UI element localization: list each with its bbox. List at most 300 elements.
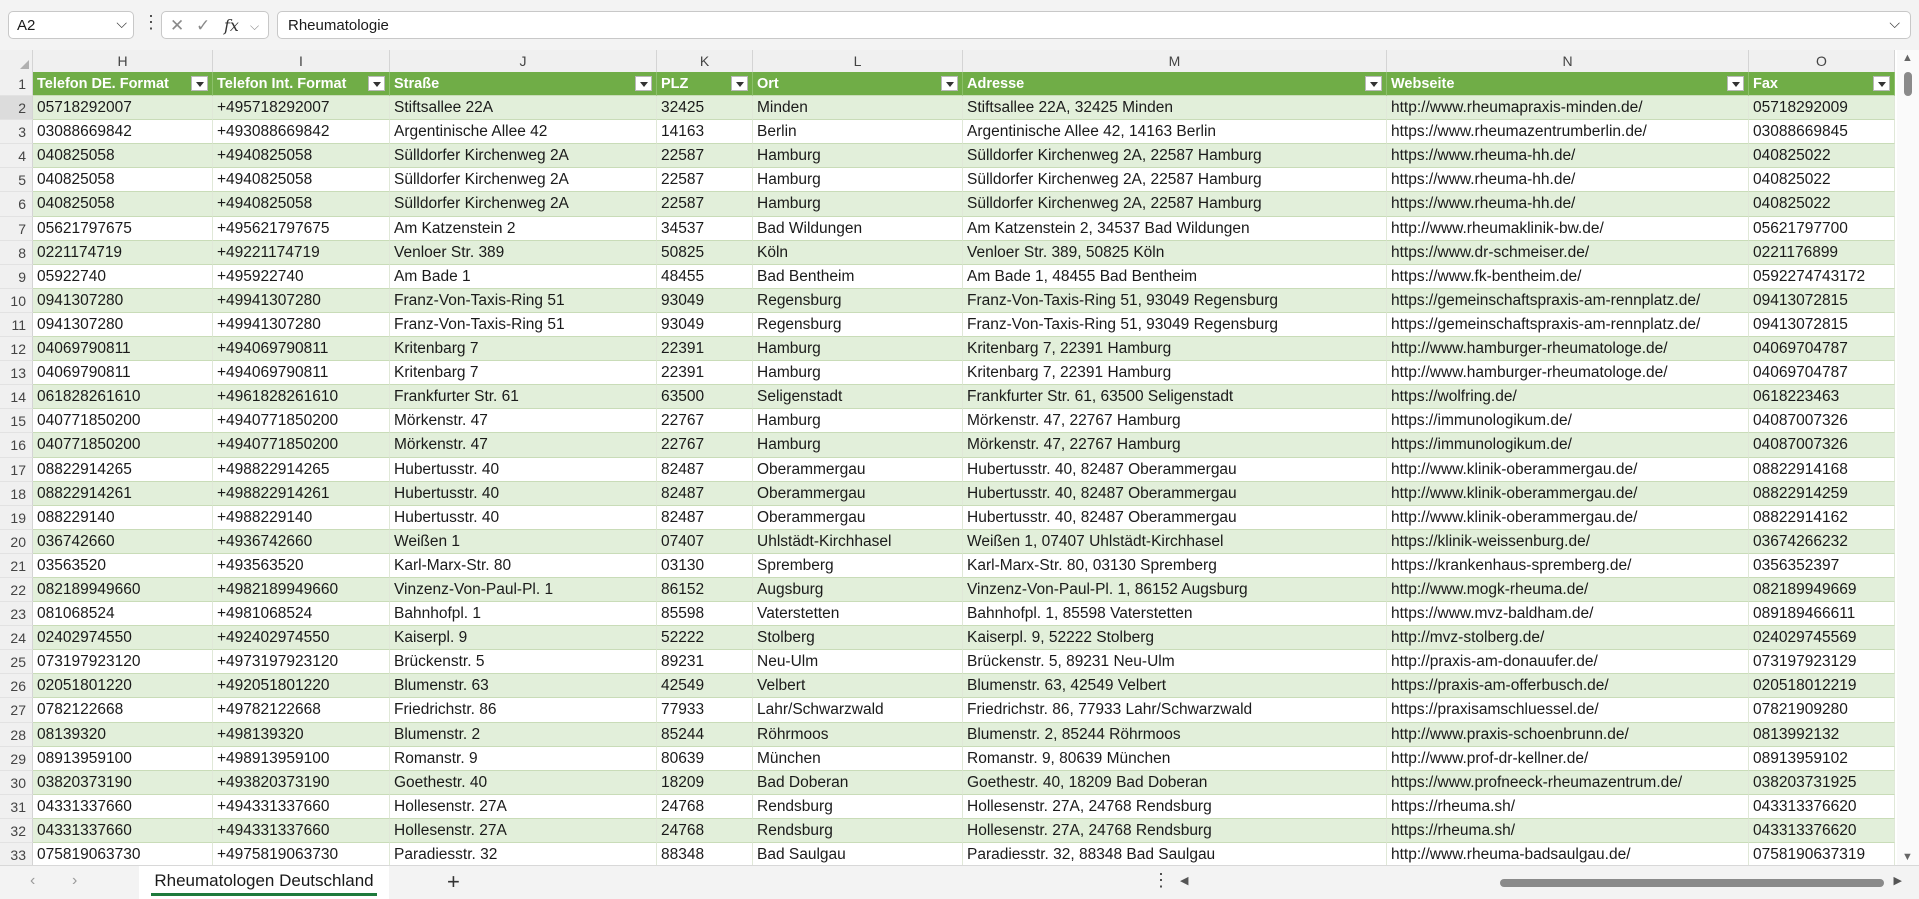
table-cell[interactable] [213,626,390,650]
scroll-right-icon[interactable]: ▶ [1893,875,1902,887]
table-cell[interactable] [963,819,1387,843]
row-header[interactable]: 11 [0,313,33,337]
table-cell[interactable] [33,241,213,265]
table-cell[interactable] [1749,337,1895,361]
table-cell[interactable] [963,144,1387,168]
row-header[interactable]: 9 [0,265,33,289]
table-cell[interactable] [753,602,963,626]
table-cell[interactable] [753,409,963,433]
row-header[interactable]: 18 [0,482,33,506]
table-cell[interactable] [963,385,1387,409]
table-cell[interactable] [1749,795,1895,819]
table-cell[interactable] [33,144,213,168]
table-cell[interactable] [1387,578,1749,602]
table-cell[interactable] [1387,120,1749,144]
table-cell[interactable] [33,650,213,674]
filter-dropdown-icon[interactable] [1873,76,1890,91]
column-header[interactable]: L [753,50,963,72]
table-cell[interactable] [1749,241,1895,265]
table-cell[interactable] [1387,433,1749,457]
row-header[interactable]: 25 [0,650,33,674]
table-cell[interactable] [33,313,213,337]
table-cell[interactable] [1387,482,1749,506]
table-cell[interactable] [390,120,657,144]
header-cell[interactable] [213,72,390,96]
table-cell[interactable] [390,217,657,241]
table-cell[interactable] [753,241,963,265]
row-header[interactable]: 12 [0,337,33,361]
table-cell[interactable] [753,723,963,747]
table-cell[interactable] [1387,385,1749,409]
table-cell[interactable] [1749,843,1895,867]
row-header[interactable]: 22 [0,578,33,602]
header-cell[interactable] [390,72,657,96]
next-sheet-icon[interactable]: › [72,872,78,889]
table-cell[interactable] [657,674,753,698]
table-cell[interactable] [963,409,1387,433]
table-cell[interactable] [657,433,753,457]
prev-sheet-icon[interactable]: ‹ [30,872,36,889]
table-cell[interactable] [657,698,753,722]
header-cell[interactable] [33,72,213,96]
scroll-up-icon[interactable]: ▲ [1902,52,1913,64]
table-cell[interactable] [963,433,1387,457]
table-cell[interactable] [1749,674,1895,698]
column-header[interactable]: O [1749,50,1895,72]
row-header[interactable]: 27 [0,698,33,722]
row-header[interactable]: 26 [0,674,33,698]
row-header[interactable]: 8 [0,241,33,265]
formula-input[interactable] [277,11,1911,39]
column-header[interactable]: J [390,50,657,72]
table-cell[interactable] [753,265,963,289]
table-cell[interactable] [213,120,390,144]
table-cell[interactable] [390,168,657,192]
table-cell[interactable] [753,313,963,337]
table-cell[interactable] [753,482,963,506]
table-cell[interactable] [753,843,963,867]
table-cell[interactable] [390,650,657,674]
table-cell[interactable] [963,698,1387,722]
table-cell[interactable] [753,337,963,361]
table-cell[interactable] [657,506,753,530]
row-header[interactable]: 17 [0,458,33,482]
table-cell[interactable] [1749,626,1895,650]
table-cell[interactable] [33,530,213,554]
table-cell[interactable] [1387,313,1749,337]
expand-formula-icon[interactable]: ⌵ [1889,15,1900,31]
table-cell[interactable] [213,723,390,747]
table-cell[interactable] [33,337,213,361]
table-cell[interactable] [753,361,963,385]
table-cell[interactable] [963,192,1387,216]
table-cell[interactable] [213,337,390,361]
table-cell[interactable] [1749,313,1895,337]
table-cell[interactable] [1387,723,1749,747]
table-cell[interactable] [390,819,657,843]
table-cell[interactable] [753,554,963,578]
table-cell[interactable] [1749,723,1895,747]
table-cell[interactable] [213,289,390,313]
table-cell[interactable] [213,602,390,626]
table-cell[interactable] [213,771,390,795]
table-cell[interactable] [1749,361,1895,385]
row-header[interactable]: 6 [0,192,33,216]
column-header[interactable]: N [1387,50,1749,72]
table-cell[interactable] [33,843,213,867]
table-cell[interactable] [963,795,1387,819]
table-cell[interactable] [1749,433,1895,457]
filter-dropdown-icon[interactable] [368,76,385,91]
table-cell[interactable] [390,289,657,313]
table-cell[interactable] [657,482,753,506]
table-cell[interactable] [753,192,963,216]
table-cell[interactable] [963,602,1387,626]
table-cell[interactable] [657,409,753,433]
table-cell[interactable] [390,409,657,433]
table-cell[interactable] [1387,96,1749,120]
table-cell[interactable] [213,458,390,482]
table-cell[interactable] [33,409,213,433]
row-header[interactable]: 14 [0,385,33,409]
table-cell[interactable] [1749,144,1895,168]
table-cell[interactable] [1387,602,1749,626]
row-header[interactable]: 19 [0,506,33,530]
filter-dropdown-icon[interactable] [635,76,652,91]
table-cell[interactable] [390,385,657,409]
table-cell[interactable] [33,554,213,578]
table-cell[interactable] [963,361,1387,385]
chevron-down-icon[interactable]: ⌵ [116,15,127,31]
table-cell[interactable] [33,602,213,626]
table-cell[interactable] [753,626,963,650]
table-cell[interactable] [1749,217,1895,241]
scroll-down-icon[interactable]: ▼ [1902,851,1913,863]
scroll-left-icon[interactable]: ◀ [1180,875,1189,887]
filter-dropdown-icon[interactable] [1365,76,1382,91]
table-cell[interactable] [390,530,657,554]
table-cell[interactable] [1749,819,1895,843]
table-cell[interactable] [33,819,213,843]
table-cell[interactable] [33,482,213,506]
table-cell[interactable] [1387,554,1749,578]
table-cell[interactable] [657,723,753,747]
table-cell[interactable] [390,241,657,265]
table-cell[interactable] [753,385,963,409]
table-cell[interactable] [963,168,1387,192]
table-cell[interactable] [657,361,753,385]
table-cell[interactable] [1749,289,1895,313]
table-cell[interactable] [390,554,657,578]
table-cell[interactable] [963,843,1387,867]
scroll-thumb[interactable] [1500,879,1884,887]
name-box[interactable] [8,11,134,39]
table-cell[interactable] [963,241,1387,265]
table-cell[interactable] [963,626,1387,650]
table-cell[interactable] [213,747,390,771]
table-cell[interactable] [753,698,963,722]
table-cell[interactable] [1387,650,1749,674]
table-cell[interactable] [1387,192,1749,216]
table-cell[interactable] [213,96,390,120]
table-cell[interactable] [33,771,213,795]
table-cell[interactable] [213,698,390,722]
horizontal-scrollbar[interactable] [1178,875,1902,889]
table-cell[interactable] [213,506,390,530]
table-cell[interactable] [1749,409,1895,433]
table-cell[interactable] [213,650,390,674]
table-cell[interactable] [33,217,213,241]
row-header[interactable]: 7 [0,217,33,241]
table-cell[interactable] [213,409,390,433]
table-cell[interactable] [753,650,963,674]
table-cell[interactable] [657,602,753,626]
table-cell[interactable] [963,578,1387,602]
table-cell[interactable] [213,554,390,578]
table-cell[interactable] [213,530,390,554]
row-header[interactable]: 31 [0,795,33,819]
table-cell[interactable] [213,168,390,192]
header-cell[interactable] [657,72,753,96]
row-header[interactable]: 23 [0,602,33,626]
table-cell[interactable] [753,458,963,482]
row-header[interactable]: 1 [0,72,33,96]
table-cell[interactable] [390,192,657,216]
table-cell[interactable] [33,96,213,120]
table-cell[interactable] [963,506,1387,530]
table-cell[interactable] [753,530,963,554]
table-cell[interactable] [33,433,213,457]
table-cell[interactable] [657,241,753,265]
table-cell[interactable] [33,578,213,602]
table-cell[interactable] [390,458,657,482]
row-header[interactable]: 21 [0,554,33,578]
table-cell[interactable] [213,578,390,602]
table-cell[interactable] [1749,168,1895,192]
table-cell[interactable] [33,168,213,192]
table-cell[interactable] [390,723,657,747]
table-cell[interactable] [963,530,1387,554]
table-cell[interactable] [1749,771,1895,795]
row-header[interactable]: 16 [0,433,33,457]
table-cell[interactable] [657,168,753,192]
table-cell[interactable] [1387,289,1749,313]
table-cell[interactable] [657,192,753,216]
table-cell[interactable] [657,337,753,361]
table-cell[interactable] [1749,530,1895,554]
table-cell[interactable] [1749,554,1895,578]
table-cell[interactable] [1749,698,1895,722]
table-cell[interactable] [390,602,657,626]
table-cell[interactable] [963,723,1387,747]
table-cell[interactable] [1749,385,1895,409]
row-header[interactable]: 10 [0,289,33,313]
table-cell[interactable] [657,530,753,554]
cancel-icon[interactable]: ✕ [170,16,185,35]
row-header[interactable]: 13 [0,361,33,385]
select-all-button[interactable] [0,50,33,72]
check-icon[interactable]: ✓ [196,16,211,35]
table-cell[interactable] [213,361,390,385]
filter-dropdown-icon[interactable] [191,76,208,91]
table-cell[interactable] [33,626,213,650]
table-cell[interactable] [213,385,390,409]
table-cell[interactable] [33,506,213,530]
table-cell[interactable] [753,289,963,313]
table-cell[interactable] [33,289,213,313]
table-cell[interactable] [1387,409,1749,433]
table-cell[interactable] [657,458,753,482]
table-cell[interactable] [1387,144,1749,168]
row-header[interactable]: 24 [0,626,33,650]
table-cell[interactable] [1749,265,1895,289]
table-cell[interactable] [657,578,753,602]
table-cell[interactable] [657,120,753,144]
table-cell[interactable] [1749,192,1895,216]
table-cell[interactable] [1387,506,1749,530]
table-cell[interactable] [1749,482,1895,506]
header-cell[interactable] [963,72,1387,96]
table-cell[interactable] [657,626,753,650]
table-cell[interactable] [657,313,753,337]
table-cell[interactable] [390,265,657,289]
table-cell[interactable] [753,168,963,192]
table-cell[interactable] [657,217,753,241]
filter-dropdown-icon[interactable] [731,76,748,91]
table-cell[interactable] [1387,361,1749,385]
table-cell[interactable] [213,795,390,819]
table-cell[interactable] [657,747,753,771]
table-cell[interactable] [213,241,390,265]
header-cell[interactable] [753,72,963,96]
table-cell[interactable] [33,458,213,482]
table-cell[interactable] [390,361,657,385]
table-cell[interactable] [1749,602,1895,626]
table-cell[interactable] [1749,747,1895,771]
table-cell[interactable] [1387,458,1749,482]
row-header[interactable]: 4 [0,144,33,168]
filter-dropdown-icon[interactable] [1727,76,1744,91]
table-cell[interactable] [1749,96,1895,120]
table-cell[interactable] [33,361,213,385]
table-cell[interactable] [657,795,753,819]
table-cell[interactable] [657,144,753,168]
table-cell[interactable] [390,674,657,698]
table-cell[interactable] [753,96,963,120]
insert-function-icon[interactable]: fx [224,16,239,35]
table-cell[interactable] [657,650,753,674]
table-cell[interactable] [390,433,657,457]
table-cell[interactable] [1387,626,1749,650]
sheet-tab-active[interactable] [139,866,389,899]
table-cell[interactable] [963,458,1387,482]
table-cell[interactable] [33,795,213,819]
vertical-scrollbar[interactable] [1897,50,1919,865]
table-cell[interactable] [963,337,1387,361]
table-cell[interactable] [1749,650,1895,674]
row-header[interactable]: 33 [0,843,33,867]
table-cell[interactable] [657,554,753,578]
table-cell[interactable] [390,795,657,819]
table-cell[interactable] [753,144,963,168]
table-cell[interactable] [213,265,390,289]
column-header[interactable]: M [963,50,1387,72]
header-cell[interactable] [1749,72,1895,96]
row-header[interactable]: 15 [0,409,33,433]
table-cell[interactable] [1387,530,1749,554]
row-header[interactable]: 20 [0,530,33,554]
table-cell[interactable] [753,747,963,771]
table-cell[interactable] [753,120,963,144]
table-cell[interactable] [390,96,657,120]
table-cell[interactable] [33,385,213,409]
table-cell[interactable] [33,698,213,722]
spreadsheet-grid[interactable] [0,50,1919,865]
table-cell[interactable] [1387,265,1749,289]
table-cell[interactable] [390,337,657,361]
table-cell[interactable] [963,482,1387,506]
table-cell[interactable] [213,217,390,241]
table-cell[interactable] [1749,458,1895,482]
table-cell[interactable] [213,192,390,216]
table-cell[interactable] [213,433,390,457]
table-cell[interactable] [1749,120,1895,144]
chevron-down-icon[interactable]: ⌵ [250,19,260,33]
table-cell[interactable] [1749,506,1895,530]
header-cell[interactable] [1387,72,1749,96]
column-header[interactable]: K [657,50,753,72]
table-cell[interactable] [213,482,390,506]
more-options-icon[interactable]: ⋮ [1152,870,1170,890]
table-cell[interactable] [753,819,963,843]
table-cell[interactable] [963,747,1387,771]
table-cell[interactable] [390,747,657,771]
add-sheet-icon[interactable]: + [447,869,460,894]
table-cell[interactable] [33,192,213,216]
scroll-thumb[interactable] [1904,72,1912,96]
table-cell[interactable] [963,289,1387,313]
table-cell[interactable] [753,771,963,795]
table-cell[interactable] [753,674,963,698]
table-cell[interactable] [1387,168,1749,192]
table-cell[interactable] [390,626,657,650]
table-cell[interactable] [33,120,213,144]
column-header[interactable]: I [213,50,390,72]
row-header[interactable]: 29 [0,747,33,771]
table-cell[interactable] [1387,337,1749,361]
table-cell[interactable] [1749,578,1895,602]
table-cell[interactable] [390,771,657,795]
table-cell[interactable] [657,289,753,313]
column-header[interactable]: H [33,50,213,72]
table-cell[interactable] [1387,795,1749,819]
table-cell[interactable] [213,819,390,843]
table-cell[interactable] [963,674,1387,698]
table-cell[interactable] [963,96,1387,120]
table-cell[interactable] [390,144,657,168]
table-cell[interactable] [1387,698,1749,722]
table-cell[interactable] [390,578,657,602]
table-cell[interactable] [963,265,1387,289]
table-cell[interactable] [963,650,1387,674]
table-cell[interactable] [1387,217,1749,241]
table-cell[interactable] [213,674,390,698]
table-cell[interactable] [390,698,657,722]
row-header[interactable]: 5 [0,168,33,192]
table-cell[interactable] [963,554,1387,578]
table-cell[interactable] [657,96,753,120]
table-cell[interactable] [1387,747,1749,771]
